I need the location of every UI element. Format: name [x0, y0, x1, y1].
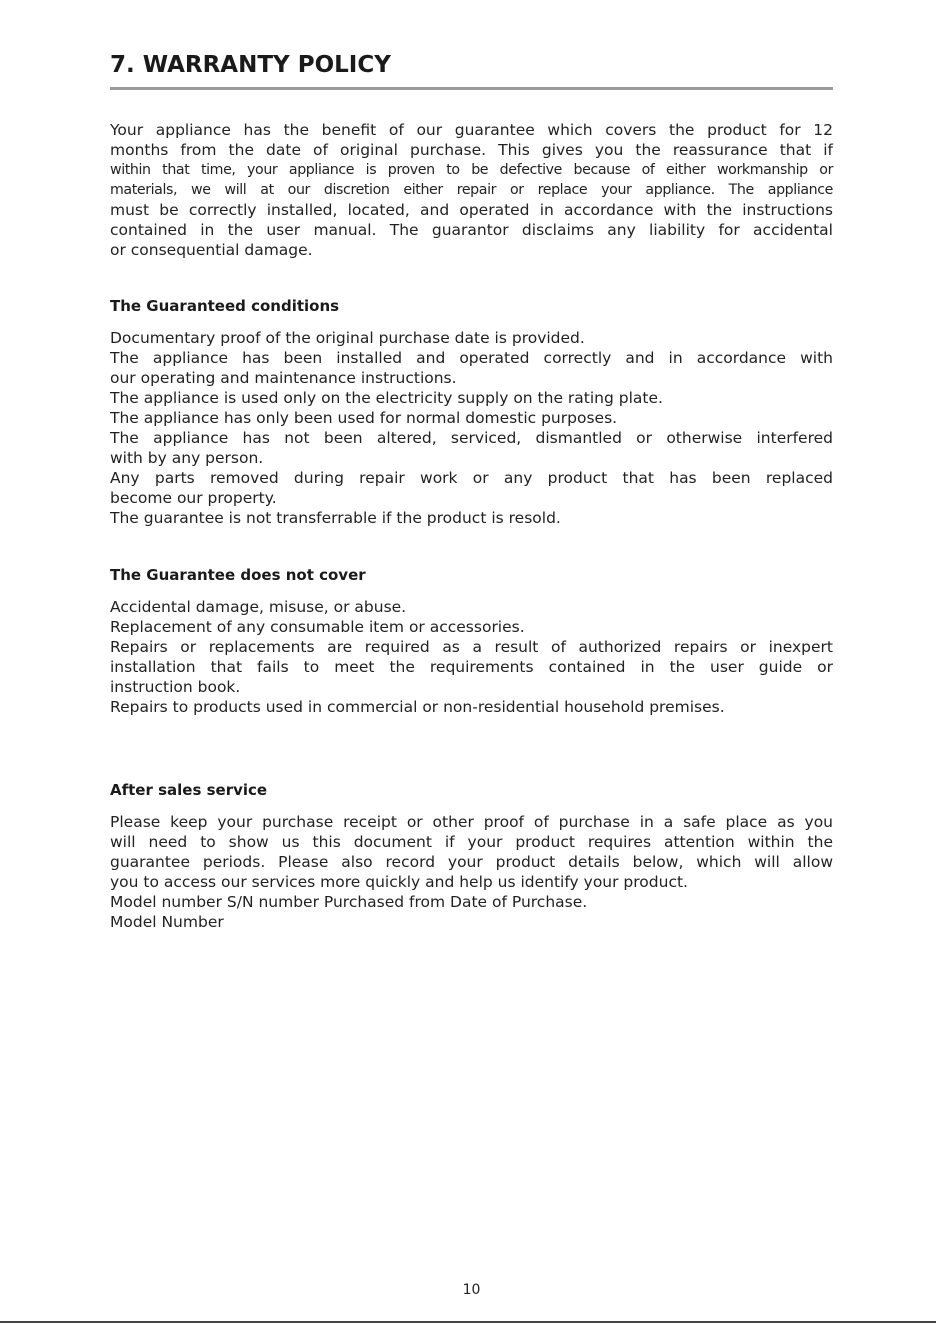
text-line: guarantee periods. Please also record your product details below, which will allow — [110, 853, 833, 871]
intro-paragraph — [110, 120, 833, 260]
text-line: our operating and maintenance instructions. — [110, 369, 457, 387]
text-line: Model Number — [110, 913, 224, 931]
section-heading-not-covered: The Guarantee does not cover — [110, 566, 366, 584]
page-number: 10 — [462, 1282, 481, 1298]
text-line: The appliance is used only on the electricity supply on the rating plate. — [110, 389, 663, 407]
text-line: The appliance has been installed and operated correctly and in accordance with — [110, 349, 833, 367]
text-line: Repairs or replacements are required as a result of authorized repairs or inexpert — [110, 638, 833, 656]
text-line: or consequential damage. — [110, 241, 313, 259]
text-line: will need to show us this document if your product requires attention within the — [110, 833, 833, 851]
text-line: contained in the user manual. The guarantor disclaims any liability for accidental — [110, 221, 833, 239]
text-line: with by any person. — [110, 449, 264, 467]
text-line: Repairs to products used in commercial or non-residential household premises. — [110, 698, 725, 716]
text-line: must be correctly installed, located, and operated in accordance with the instructions — [110, 201, 833, 219]
text-line: Documentary proof of the original purchase date is provided. — [110, 329, 585, 347]
text-line: materials, we will at our discretion either repair or replace your appliance. The appliance — [110, 182, 833, 198]
page-title: 7. WARRANTY POLICY — [110, 52, 391, 78]
text-line: The appliance has only been used for normal domestic purposes. — [110, 409, 618, 427]
guaranteed-conditions-list — [110, 328, 833, 528]
text-line: The appliance has not been altered, serviced, dismantled or otherwise interfered — [110, 429, 833, 447]
text-line: Any parts removed during repair work or any product that has been replaced — [110, 469, 833, 487]
text-line: Accidental damage, misuse, or abuse. — [110, 598, 407, 616]
page-bottom-border — [0, 1321, 936, 1323]
text-line: The guarantee is not transferrable if the product is resold. — [110, 509, 561, 527]
text-line: Your appliance has the benefit of our guarantee which covers the product for 12 — [110, 121, 833, 139]
text-line: become our property. — [110, 489, 277, 507]
text-line: months from the date of original purchase. This gives you the reassurance that if — [110, 141, 833, 159]
document-page — [110, 0, 833, 1324]
text-line: instruction book. — [110, 678, 241, 696]
text-line: Model number S/N number Purchased from Date of Purchase. — [110, 893, 588, 911]
text-line: Replacement of any consumable item or accessories. — [110, 618, 525, 636]
text-line: you to access our services more quickly and help us identify your product. — [110, 873, 688, 891]
not-covered-list — [110, 597, 833, 717]
section-heading-guaranteed-conditions: The Guaranteed conditions — [110, 297, 340, 315]
after-sales-paragraph — [110, 812, 833, 932]
title-underline — [110, 87, 833, 90]
text-line: within that time, your appliance is proven to be defective because of either workmanship or — [110, 162, 833, 178]
section-heading-after-sales: After sales service — [110, 781, 268, 799]
text-line: Please keep your purchase receipt or other proof of purchase in a safe place as you — [110, 813, 833, 831]
text-line: installation that fails to meet the requirements contained in the user guide or — [110, 658, 833, 676]
